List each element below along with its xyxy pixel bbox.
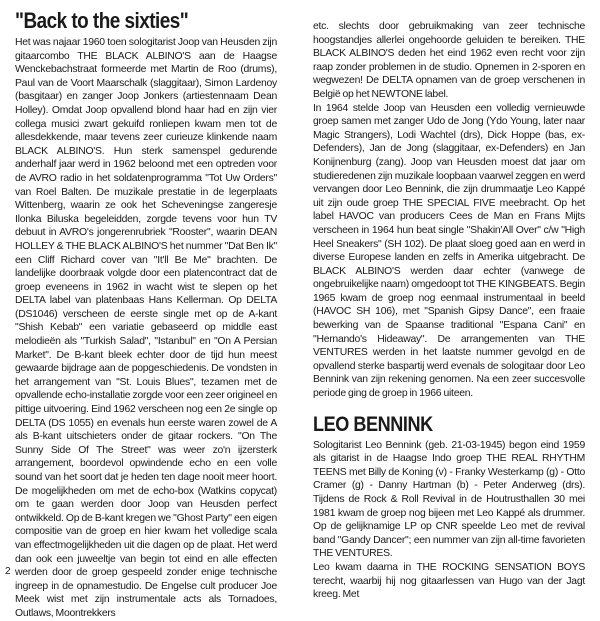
body-paragraph: Het was najaar 1960 toen sologitarist Joop van Heusden zijn gitaarcombo THE BLACK ALBINO'S aan de Haagse Wenckebachstraat formeerde met Martin de Roo (drums), Paul van de Voort Maarschalk (slaggitaar), Simon Lardenoy (basgitaar) en zanger Joop Jonkers (artiestennaam Dean Holley). Omdat Joop opvallend blond haar had en zijn vier collega musici zwart gekuifd ronliepen kwam men tot de allesdekkende, maar tevens zeer curieuze klinkende naam BLACK ALBINO'S. Hun sterk samenspel gedurende anderhalf jaar werd in 1962 beloond met een optreden voor de AVRO radio in het soldatenprogramma "Tot Uw Orders" van Roel Balten. De muzikale prestatie in de legerplaats Wittenberg, waarin ze ook het Scheveningse zangeresje Ilonka Biluska begeleidden, zorgde tevens voor hun TV debuut in AVRO's jongerenrubriek "Rooster", waarin DEAN HOLLEY & THE BLACK ALBINO'S het nummer "Dat Ben Ik" een Cliff Richard cover van "It'll Be Me" brachten. De landelijke doorbraak volgde door een platencontract dat de groep eveneens in 1962 in wacht wist te slepen op het DELTA label van platenbaas Hans Kellerman. Op DELTA (DS1046) verscheen de eerste single met op de A-kant "Shish Kebab" een variatie gebaseerd op middle east melodieën als "Turkish Salad", "Istanbul" en "On A Persian Market". De B-kant bleek echter door de tijd hun meest gewaarde bijdrage aan de popgeschiedenis. De vondsten in het arrangement van "St. Louis Blues", tezamen met de opvallende echo-installatie zorgde voor een zeer origineel en pittige uitvoering. Eind 1962 verscheen nog een 2e single op DELTA (DS 1055) en evenals hun eerste waren zowel de A als B-kant uitschieters onder de gitaar rockers. "On The Sunny Side Of The Street" was weer zo'n ijzersterk arrangement, boordevol opwindende echo en een volle sound van het soort dat je heden ten dage nooit meer hoort. De mogelijkheden om met de echo-box (Watkins copycat) om te gaan werden door Joop van Heusden perfect ontwikkeld. Op de B-kant kregen we "Ghost Party" een eigen compositie van de groep en hier kwam het volledige scala van effectmogelijkheden uit die dagen op de plaat. Het werd dan ook een juweeltje van begin tot eind en alle effecten werden door de groep gespeeld zonder enige technische ingreep in de opnamestudio. De Engelse cult producer Joe Meek wist met zijn instrumentale acts als Tornadoes, Outlaws, Moontrekkers <box>15 37 277 619</box>
left-column <box>15 8 277 621</box>
article-title: "Back to the sixties" <box>15 8 189 33</box>
right-column <box>313 20 585 602</box>
body-paragraph: In 1964 stelde Joop van Heusden een volledig vernieuwde groep samen met zanger Udo de Jong (Ydo Young, later naar Magic Strangers), Lodi Wachtel (drs), Dick Hoppe (bas, ex-Defenders), Jan de Jong (slaggitaar, ex-Defenders) en Jan Konijnenburg (zang). Joop van Heusden moest dat jaar om studieredenen zijn muzikale loopbaan vaarwel zeggen en werd vervangen door Leo Bennink, die zijn drummaatje Leo Kappé uit zijn oude groep THE SPECIAL FIVE meebracht. Op het label HAVOC van producers Cees de Man en Frans Mijts verscheen in 1964 hun beat single "Shakin'All Over" c/w "High Heel Sneakers" (SH 102). De plaat sloeg goed aan en werd in diverse Europese landen en zelfs in Amerika uitgebracht. De BLACK ALBINO'S werden daar echter (vanwege de ongebruikelijke naam) omgedoopt tot THE KINGBEATS. Begin 1965 kwam de groep nog eenmaal instrumentaal in beeld (HAVOC SH 106), met "Spanish Gipsy Dance", een fraaie bewerking van de Spaanse traditional "Espana Cani" en "Hernando's Hideaway". De arrangementen van THE VENTURES werden in het laatste nummer gevolgd en de opvallend sterke baspartij werd evenals de sologitaar door Leo Bennink van zijn rekening genomen. Na een zeer succesvolle periode ging de groep in 1966 uiteen. <box>313 102 585 400</box>
section-heading: LEO BENNINK <box>313 412 433 436</box>
page-number: 2 <box>5 566 11 577</box>
body-paragraph: Sologitarist Leo Bennink (geb. 21-03-1945) begon eind 1959 als gitarist in de Haagse Indo groep THE REAL RHYTHM TEENS met Billy de Koning (v) - Franky Westerkamp (g) - Otto Cramer (g) - Danny Hartman (b) - Peter Anderweg (drs). Tijdens de Rock & Roll Revival in de Houtrusthallen 30 mei 1981 kwam de groep nog bijeen met Leo Kappé als drummer. Op de gelijknamige LP op CNR speelde Leo met de revival band "Gandy Dancer"; een nummer van zijn all-time favorieten THE VENTURES. <box>313 439 585 560</box>
body-paragraph: etc. slechts door gebruikmaking van zeer technische hoogstandjes allerlei ongehoorde geluiden te bereiken. THE BLACK ALBINO'S deden het eind 1962 even recht voor zijn raap zonder problemen in de studio. Opnemen in 2-sporen en wegwezen! De DELTA opnamen van de groep verschenen in België op het NEWTONE label. <box>313 21 585 100</box>
body-paragraph: Leo kwam daarna in THE ROCKING SENSATION BOYS terecht, waarbij hij nog gitaarlessen van Hugo van der Jagt kreeg. Met <box>313 561 585 601</box>
